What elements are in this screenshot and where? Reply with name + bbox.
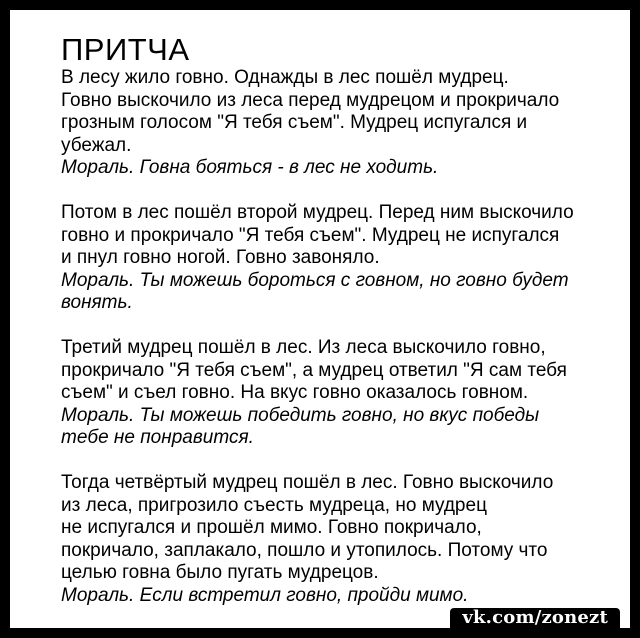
- parable-card: [10, 10, 630, 628]
- paragraph-4: [61, 472, 606, 607]
- watermark-label: vk.com/zonezt: [450, 608, 620, 628]
- text-line: съем" и съел говно. На вкус говно оказалось говном.: [61, 382, 529, 403]
- text-line: целью говна было пугать мудрецов.: [61, 562, 379, 583]
- text-line: из леса, пригрозило съесть мудреца, но мудрец: [61, 494, 487, 516]
- text-line: покричало, заплакало, пошло и утопилось. Потому что: [61, 539, 548, 561]
- paragraph-2: [61, 202, 606, 315]
- moral-line: Мораль. Ты можешь бороться с говном, но говно будет: [61, 269, 569, 291]
- text-line: Говно выскочило из леса перед мудрецом и прокричало: [61, 89, 560, 111]
- paragraph-1: [61, 67, 606, 180]
- text-line: говно и прокричало "Я тебя съем". Мудрец не испугался: [61, 224, 560, 246]
- parable-text: [61, 67, 606, 628]
- text-line: прокричало "Я тебя съем", а мудрец ответил "Я сам тебя: [61, 359, 567, 381]
- text-line: не испугался и прошёл мимо. Говно покричало,: [61, 517, 482, 538]
- moral-line: тебе не понравится.: [61, 427, 254, 448]
- text-line: и пнул говно ногой. Говно завоняло.: [61, 247, 380, 268]
- moral-line: вонять.: [61, 292, 133, 313]
- page-title: ПРИТЧА: [61, 32, 190, 67]
- text-line: грозным голосом "Я тебя съем". Мудрец испугался и: [61, 112, 528, 133]
- moral-line: Мораль. Говна бояться - в лес не ходить.: [61, 157, 439, 178]
- moral-line: Мораль. Если встретил говно, пройди мимо.: [61, 584, 469, 606]
- paragraph-3: [61, 337, 606, 450]
- text-line: убежал.: [61, 134, 132, 156]
- text-line: Третий мудрец пошёл в лес. Из леса выскочило говно,: [61, 337, 546, 358]
- text-line: Потом в лес пошёл второй мудрец. Перед ним выскочило: [61, 202, 574, 223]
- text-line: В лесу жило говно. Однажды в лес пошёл мудрец.: [61, 67, 509, 88]
- text-line: Тогда четвёртый мудрец пошёл в лес. Говно выскочило: [61, 472, 554, 493]
- moral-line: Мораль. Ты можешь победить говно, но вкус победы: [61, 404, 540, 426]
